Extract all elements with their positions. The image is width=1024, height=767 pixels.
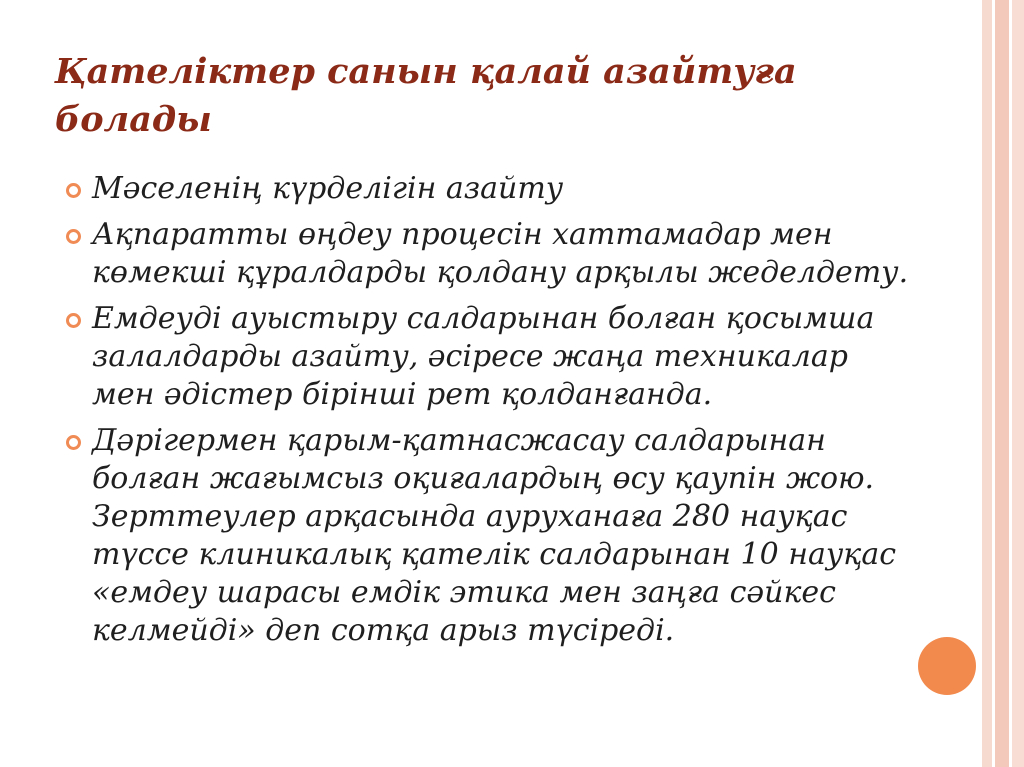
- bullet-item: [60, 422, 910, 650]
- bullet-marker-icon: [66, 183, 81, 198]
- accent-circle-icon: [918, 637, 976, 695]
- decor-stripe: [995, 0, 1009, 767]
- bullet-text: Мәселенің күрделігін азайту: [92, 171, 564, 206]
- bullet-text: Емдеуді ауыстыру салдарынан болған қосымша залалдарды азайту, әсіресе жаңа техникалар мен әдістер бірінші рет қолданғанда.: [92, 301, 875, 412]
- bullet-item: [60, 170, 910, 208]
- bullet-marker-icon: [66, 313, 81, 328]
- bullet-item: [60, 300, 910, 414]
- decor-stripe: [1012, 0, 1024, 767]
- slide-title: Қателіктер санын қалай азайтуға болады: [55, 51, 797, 140]
- bullet-list: [60, 170, 910, 658]
- bullet-text: Ақпаратты өңдеу процесін хаттамадар мен көмекші құралдарды қолдану арқылы жеделдету.: [92, 217, 909, 290]
- decor-stripe: [982, 0, 992, 767]
- bullet-marker-icon: [66, 435, 81, 450]
- bullet-marker-icon: [66, 229, 81, 244]
- bullet-text: Дәрігермен қарым-қатнасжасау салдарынан болған жағымсыз оқиғалардың өсу қаупін жою. Зерттеулер арқасында ауруханаға 280 науқас түссе клиникалық қателік салдарынан 10 науқас «емдеу шарасы емдік этика мен заңға сәйкес келмейді» деп сотқа арыз түсіреді.: [92, 423, 897, 648]
- bullet-item: [60, 216, 910, 292]
